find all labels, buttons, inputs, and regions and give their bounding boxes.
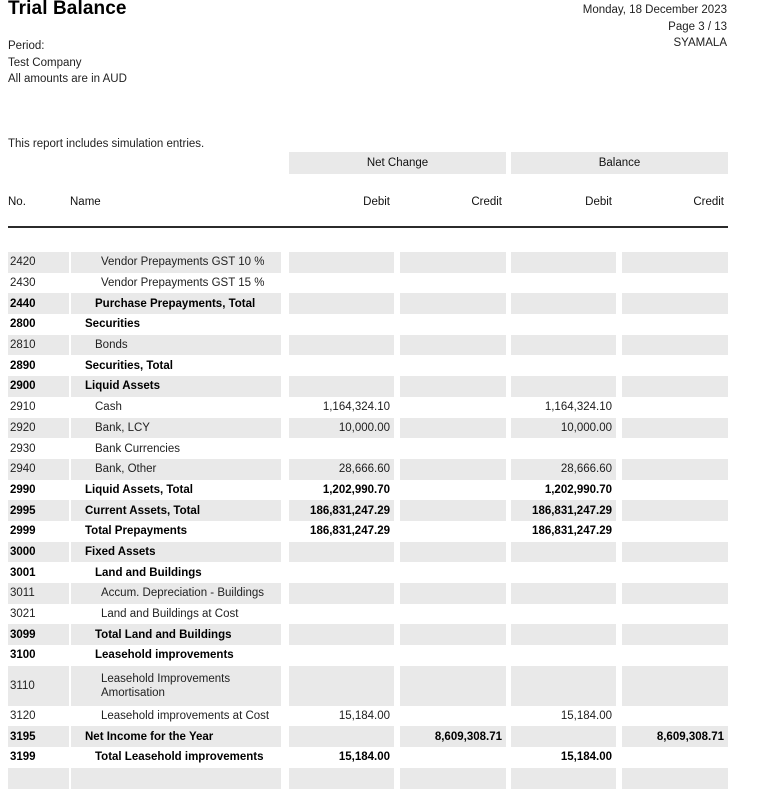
cell-account-name <box>71 480 281 501</box>
cell-account-name <box>71 542 281 563</box>
company-name: Test Company <box>8 56 82 69</box>
cell-account-no: 2430 <box>10 277 36 290</box>
cell-net-change-credit <box>400 666 506 706</box>
cell-net-change-debit: 15,184.00 <box>338 751 390 764</box>
cell-account-no: 2940 <box>8 459 69 480</box>
cell-net-change-credit <box>400 500 506 521</box>
report-meta <box>583 2 727 52</box>
cell-net-change-credit <box>400 418 506 439</box>
report-header <box>0 0 775 120</box>
table-row <box>0 480 775 501</box>
cell-account-name <box>71 747 281 768</box>
cell-net-change-credit <box>400 562 506 583</box>
cell-account-no: 3099 <box>8 624 69 645</box>
account-name-text: Leasehold improvements at Cost <box>101 710 270 723</box>
header-rule <box>8 226 728 228</box>
table-row <box>0 645 775 666</box>
cell-balance-credit <box>622 376 728 397</box>
account-name-text: Securities, Total <box>85 359 173 372</box>
cell-net-change-credit <box>400 314 506 335</box>
cell-net-change-credit <box>400 624 506 645</box>
cell-balance-debit: 1,202,990.70 <box>544 483 612 496</box>
cell-balance-debit <box>511 666 616 706</box>
cell-balance-credit <box>622 768 728 789</box>
cell-account-no: 2995 <box>8 500 69 521</box>
cell-account-name <box>71 252 281 273</box>
cell-net-change-debit <box>289 335 394 356</box>
account-name-text: Liquid Assets, Total <box>85 483 193 496</box>
column-header-balance-credit: Credit <box>693 196 724 208</box>
table-row <box>0 273 775 294</box>
cell-net-change-debit <box>289 376 394 397</box>
cell-balance-debit <box>511 562 616 583</box>
cell-balance-debit <box>511 726 616 747</box>
account-name-text: Securities <box>85 318 140 331</box>
cell-balance-credit <box>622 645 728 666</box>
cell-balance-credit <box>622 706 728 727</box>
cell-balance-debit <box>511 376 616 397</box>
cell-net-change-credit <box>400 397 506 418</box>
cell-account-no: 2420 <box>8 252 69 273</box>
table-row <box>0 726 775 747</box>
cell-balance-credit <box>622 747 728 768</box>
cell-account-no: 3120 <box>10 710 36 723</box>
cell-balance-credit <box>622 480 728 501</box>
page-title: Trial Balance <box>8 0 127 19</box>
cell-account-no: 2990 <box>10 483 36 496</box>
cell-net-change-credit: 8,609,308.71 <box>400 726 506 747</box>
cell-balance-debit: 186,831,247.29 <box>511 500 616 521</box>
report-date: Monday, 18 December 2023 <box>582 4 727 16</box>
cell-balance-debit <box>511 542 616 563</box>
simulation-note: This report includes simulation entries. <box>8 138 205 150</box>
cell-net-change-credit <box>400 376 506 397</box>
account-name-text: Liquid Assets <box>85 380 160 393</box>
cell-net-change-debit <box>289 768 394 789</box>
cell-balance-credit <box>622 604 728 625</box>
report-subinfo <box>8 38 127 88</box>
column-group-balance: Balance <box>511 152 728 174</box>
cell-net-change-credit <box>400 706 506 727</box>
table-row <box>0 562 775 583</box>
account-name-text: Bank, Other <box>95 463 157 476</box>
cell-net-change-credit <box>400 747 506 768</box>
account-name-text: Current Assets, Total <box>85 504 201 517</box>
account-name-text: Bank, LCY <box>95 421 150 434</box>
cell-account-no: 2930 <box>10 442 36 455</box>
cell-balance-credit <box>622 438 728 459</box>
cell-net-change-debit <box>289 666 394 706</box>
cell-balance-debit <box>511 252 616 273</box>
table-row <box>0 583 775 604</box>
cell-net-change-debit <box>289 273 394 294</box>
currency-note: All amounts are in AUD <box>8 73 127 85</box>
cell-balance-debit <box>511 335 616 356</box>
cell-account-name <box>71 726 281 747</box>
cell-account-name <box>71 438 281 459</box>
cell-account-no: 2890 <box>10 359 36 372</box>
cell-account-name <box>71 666 281 706</box>
cell-net-change-debit <box>289 645 394 666</box>
cell-balance-credit <box>622 273 728 294</box>
table-row <box>0 314 775 335</box>
cell-balance-debit <box>511 293 616 314</box>
cell-balance-credit <box>622 418 728 439</box>
cell-balance-credit <box>622 666 728 706</box>
table-row <box>0 768 775 789</box>
cell-account-no: 2999 <box>10 525 36 538</box>
table-row <box>0 418 775 439</box>
column-header-net-change-credit: Credit <box>471 196 502 208</box>
cell-balance-credit <box>622 521 728 542</box>
cell-balance-credit <box>622 252 728 273</box>
cell-account-no: 3000 <box>8 542 69 563</box>
cell-net-change-debit <box>289 252 394 273</box>
table-row <box>0 397 775 418</box>
trial-balance-table <box>0 252 775 789</box>
cell-balance-credit <box>622 314 728 335</box>
cell-account-name <box>71 459 281 480</box>
cell-balance-debit: 28,666.60 <box>511 459 616 480</box>
cell-account-no: 3001 <box>10 566 36 579</box>
column-header-name: Name <box>70 196 101 208</box>
table-row <box>0 542 775 563</box>
account-name-text: Net Income for the Year <box>85 730 214 743</box>
cell-balance-debit <box>511 768 616 789</box>
cell-account-name <box>71 418 281 439</box>
cell-net-change-debit <box>289 726 394 747</box>
cell-account-name <box>71 583 281 604</box>
account-name-text: Leasehold improvements <box>95 649 234 662</box>
cell-account-name <box>71 335 281 356</box>
cell-balance-debit <box>511 438 616 459</box>
cell-balance-debit <box>511 645 616 666</box>
table-row <box>0 624 775 645</box>
account-name-text: Purchase Prepayments, Total <box>95 297 256 310</box>
cell-balance-credit <box>622 500 728 521</box>
cell-account-name <box>71 706 281 727</box>
cell-net-change-debit: 10,000.00 <box>289 418 394 439</box>
table-row <box>0 335 775 356</box>
cell-balance-credit <box>622 335 728 356</box>
column-header-net-change-debit: Debit <box>363 196 390 208</box>
cell-account-name <box>71 314 281 335</box>
cell-balance-credit <box>622 397 728 418</box>
account-name-text: Bonds <box>95 339 128 352</box>
cell-balance-debit <box>511 624 616 645</box>
cell-net-change-debit: 1,202,990.70 <box>322 483 390 496</box>
table-row <box>0 604 775 625</box>
table-row <box>0 355 775 376</box>
cell-account-no: 2910 <box>10 401 36 414</box>
cell-balance-credit <box>622 624 728 645</box>
cell-net-change-debit: 15,184.00 <box>338 710 390 723</box>
table-row <box>0 459 775 480</box>
cell-balance-credit <box>622 293 728 314</box>
table-row <box>0 666 775 706</box>
account-name-text: Total Leasehold improvements <box>95 751 264 764</box>
cell-balance-credit <box>622 542 728 563</box>
account-name-text: Leasehold Improvements Amortisation <box>101 672 231 699</box>
table-row <box>0 500 775 521</box>
cell-account-name <box>71 273 281 294</box>
cell-balance-debit <box>511 604 616 625</box>
cell-net-change-debit <box>289 542 394 563</box>
table-row <box>0 706 775 727</box>
cell-net-change-debit <box>289 604 394 625</box>
column-header-no: No. <box>8 196 26 208</box>
cell-account-no: 2810 <box>8 335 69 356</box>
account-name-text: Land and Buildings <box>95 566 202 579</box>
cell-account-name <box>71 521 281 542</box>
cell-net-change-debit <box>289 314 394 335</box>
cell-account-no <box>8 768 69 789</box>
cell-account-name <box>71 355 281 376</box>
cell-balance-credit: 8,609,308.71 <box>622 726 728 747</box>
cell-net-change-debit <box>289 293 394 314</box>
account-name-text: Cash <box>95 401 122 414</box>
page-number: Page 3 / 13 <box>668 20 727 33</box>
cell-account-no: 3110 <box>8 666 69 706</box>
cell-balance-credit <box>622 562 728 583</box>
cell-net-change-credit <box>400 768 506 789</box>
cell-balance-debit: 15,184.00 <box>560 710 612 723</box>
table-row <box>0 521 775 542</box>
cell-net-change-debit <box>289 624 394 645</box>
cell-account-name <box>71 376 281 397</box>
cell-account-no: 2900 <box>8 376 69 397</box>
cell-net-change-credit <box>400 542 506 563</box>
account-name-text: Total Prepayments <box>85 525 188 538</box>
cell-account-name <box>71 293 281 314</box>
cell-net-change-credit <box>400 583 506 604</box>
cell-account-no: 2920 <box>8 418 69 439</box>
account-name-text: Bank Currencies <box>95 442 181 455</box>
cell-net-change-debit <box>289 562 394 583</box>
table-row <box>0 376 775 397</box>
period-label: Period: <box>8 40 45 52</box>
cell-account-name <box>71 562 281 583</box>
cell-net-change-credit <box>400 459 506 480</box>
cell-net-change-credit <box>400 480 506 501</box>
cell-net-change-credit <box>400 335 506 356</box>
cell-net-change-credit <box>400 604 506 625</box>
cell-account-no: 2440 <box>8 293 69 314</box>
cell-balance-credit <box>622 583 728 604</box>
cell-net-change-debit: 1,164,324.10 <box>322 401 390 414</box>
cell-net-change-debit <box>289 438 394 459</box>
cell-account-name <box>71 500 281 521</box>
cell-account-name <box>71 624 281 645</box>
cell-balance-credit <box>622 459 728 480</box>
cell-balance-debit <box>511 355 616 376</box>
cell-account-no: 2800 <box>10 318 36 331</box>
table-row <box>0 438 775 459</box>
cell-net-change-credit <box>400 293 506 314</box>
cell-balance-debit: 186,831,247.29 <box>532 525 612 538</box>
cell-balance-debit <box>511 583 616 604</box>
cell-net-change-debit <box>289 583 394 604</box>
cell-net-change-credit <box>400 355 506 376</box>
cell-net-change-debit: 28,666.60 <box>289 459 394 480</box>
report-user: SYAMALA <box>673 37 727 49</box>
table-row <box>0 293 775 314</box>
account-name-text: Accum. Depreciation - Buildings <box>101 587 264 600</box>
cell-balance-debit <box>511 273 616 294</box>
cell-net-change-credit <box>400 273 506 294</box>
account-name-text: Total Land and Buildings <box>95 628 232 641</box>
account-name-text: Vendor Prepayments GST 15 % <box>101 277 265 290</box>
column-header-balance-debit: Debit <box>585 196 612 208</box>
account-name-text: Vendor Prepayments GST 10 % <box>101 256 265 269</box>
cell-account-name <box>71 604 281 625</box>
cell-account-name <box>71 397 281 418</box>
cell-account-no: 3100 <box>10 649 36 662</box>
cell-net-change-debit <box>289 355 394 376</box>
cell-account-no: 3195 <box>8 726 69 747</box>
cell-account-name <box>71 645 281 666</box>
cell-balance-debit: 1,164,324.10 <box>544 401 612 414</box>
cell-account-no: 3199 <box>10 751 36 764</box>
cell-balance-debit: 15,184.00 <box>560 751 612 764</box>
cell-net-change-debit: 186,831,247.29 <box>310 525 390 538</box>
cell-balance-debit: 10,000.00 <box>511 418 616 439</box>
cell-account-no: 3021 <box>10 608 36 621</box>
table-row <box>0 747 775 768</box>
account-name-text: Fixed Assets <box>85 545 156 558</box>
cell-net-change-credit <box>400 645 506 666</box>
cell-net-change-debit: 186,831,247.29 <box>289 500 394 521</box>
column-group-net-change: Net Change <box>289 152 506 174</box>
account-name-text: Land and Buildings at Cost <box>101 608 239 621</box>
cell-net-change-credit <box>400 252 506 273</box>
cell-net-change-credit <box>400 438 506 459</box>
table-row <box>0 252 775 273</box>
cell-account-no: 3011 <box>8 583 69 604</box>
cell-net-change-credit <box>400 521 506 542</box>
cell-balance-debit <box>511 314 616 335</box>
cell-account-name <box>71 768 281 789</box>
cell-balance-credit <box>622 355 728 376</box>
